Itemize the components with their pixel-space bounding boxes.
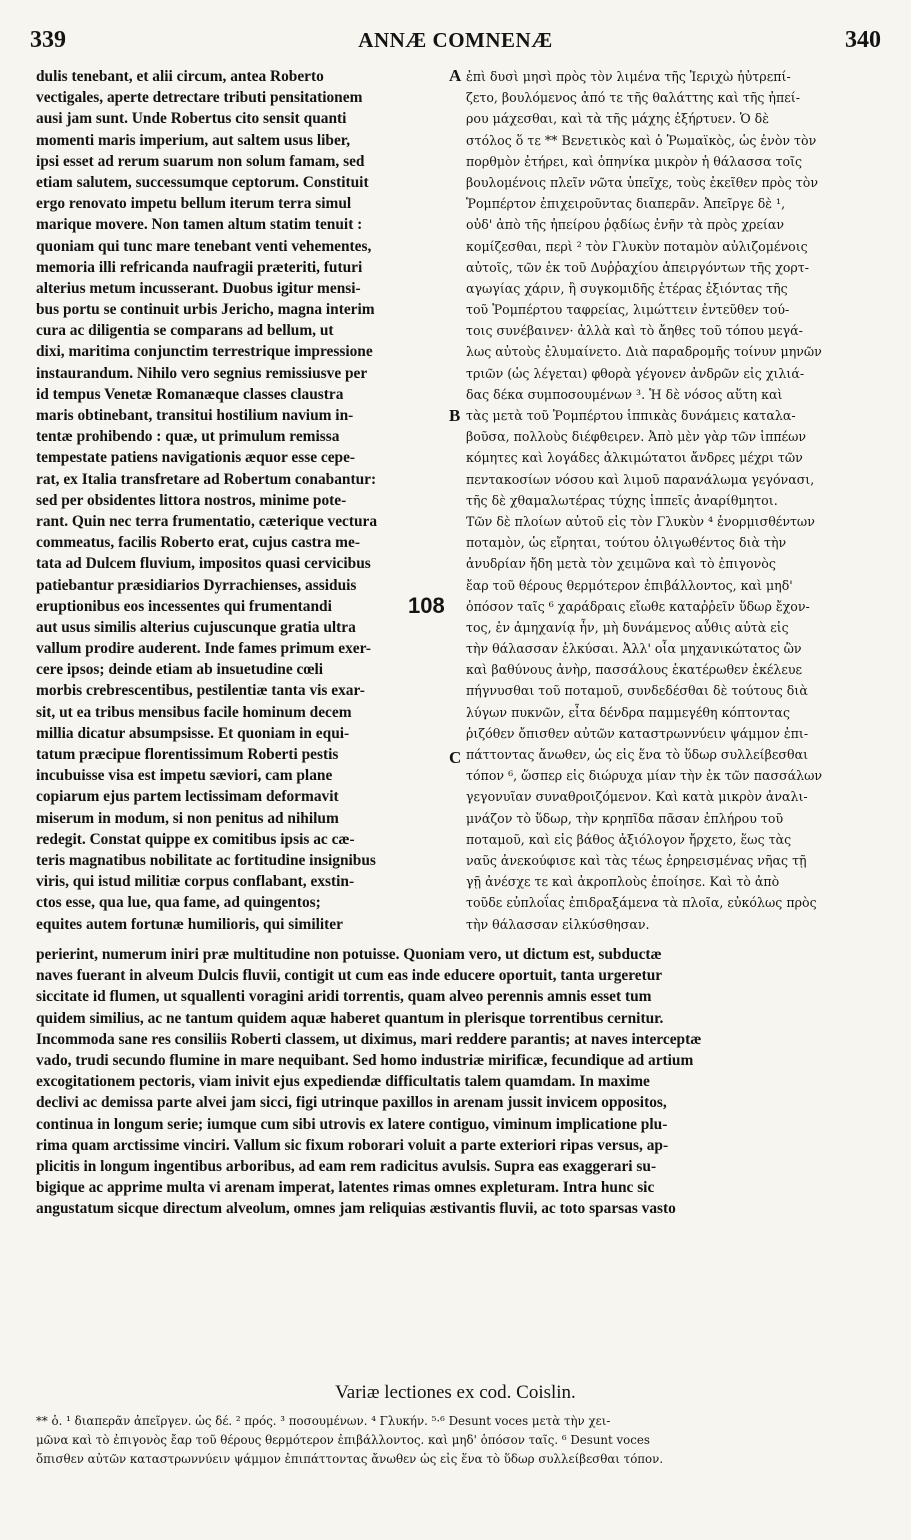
greek-line: στόλος ὅ τε ** Βενετικὸς καὶ ὁ Ῥωμαϊκὸς, ὡς ἐνὸν τὸν <box>466 132 817 148</box>
greek-line: κομίζεσθαι, περὶ ² τὸν Γλυκὺν ποταμὸν αὐλιζομένοις <box>466 238 808 254</box>
latin-line: incubuisse visa est impetu sæviori, cam plane <box>36 767 333 785</box>
greek-line: πήγνυσθαι τοῦ ποταμοῦ, συνδεδέσθαι δὲ τούτους διὰ <box>466 683 808 699</box>
latin-line: etiam salutem, successumque ceptorum. Constituit <box>36 173 369 191</box>
text-line: Incommoda sane res consiliis Roberti classem, ut diximus, mari reddere parantis; at naves interceptæ <box>36 1030 702 1048</box>
greek-line: τὴν θάλασσαν εἱλκύσθησαν. <box>466 916 650 932</box>
greek-column <box>466 66 876 935</box>
latin-line: quoniam qui tunc mare tenebant venti vehementes, <box>36 237 372 255</box>
greek-line: ἐπὶ δυσὶ μησὶ πρὸς τὸν λιμένα τῆς Ἱεριχὼ ἠὐτρεπί- <box>466 69 791 84</box>
latin-line: eruptionibus eos incessentes qui frumentandi <box>36 597 332 615</box>
greek-line: αγωγίας χάριν, ἢ συγκομιδῆς ἑτέρας ἐξιόντας τῆς <box>466 280 788 296</box>
right-page-number: 340 <box>845 26 881 53</box>
text-line: excogitationem pectoris, viam inivit ejus expediendæ difficultatis talem quamdam. In maxime <box>36 1073 650 1091</box>
greek-line: Ῥομπέρτον ἐπιχειροῦντας διαπερᾶν. Ἀπεῖργε δὲ ¹, <box>466 196 786 212</box>
latin-line: dixi, maritima conjunctim terrestrique impressione <box>36 343 373 361</box>
greek-line: τριῶν (ὡς λέγεται) φθορὰ γέγονεν ἀνδρῶν εἰς χιλιά- <box>466 365 805 381</box>
latin-line: rant. Quin nec terra frumentatio, cæterique vectura <box>36 512 378 530</box>
latin-line: commeatus, facilis Roberto erat, cujus castra me- <box>36 534 360 552</box>
text-line: bigique ac apprime multa vi arenam imperat, latentes rimas omnes expleturam. Intra hunc sic <box>36 1179 655 1197</box>
running-header <box>30 20 881 60</box>
latin-line: ctos esse, qua lue, qua fame, ad quingentos; <box>36 894 321 912</box>
text-line: declivi ac demissa parte alvei jam sicci, figi utrinque paxillos in arenam jussit invicem oppositos, <box>36 1094 667 1112</box>
latin-line: ausi jam sunt. Unde Robertus cito sensit quanti <box>36 110 347 128</box>
greek-line: τοῦδε εὐπλοΐας ἐπιδραξάμενα τὰ πλοῖα, εὐκόλως πρὸς <box>466 895 817 911</box>
text-line: plicitis in longum ingentibus arboribus, ad eam rem radicitus avulsis. Supra eas exaggerari su- <box>36 1157 657 1175</box>
greek-line: βουλομένοις πλεῖν νῶτα ὑπεῖχε, τοὺς ἐκεῖθεν πρὸς τὸν <box>466 174 819 190</box>
greek-line: λύγων πυκνῶν, εἶτα δένδρα παμμεγέθη κόπτοντας <box>466 704 790 720</box>
latin-line: redegit. Constat quippe ex comitibus ipsis ac cæ- <box>36 830 355 848</box>
text-line: rima quam arctissime vinciri. Vallum sic fixum roborari voluit a parte exteriori ripas versus, ap- <box>36 1136 669 1154</box>
greek-line: μνάζον τὸ ὕδωρ, τὴν κρηπῖδα πᾶσαν ἐπλήρου τοῦ <box>466 810 784 826</box>
greek-line: τοις συνέβαινεν· ἀλλὰ καὶ τὸ ἄηθες τοῦ τόπου μεγά- <box>466 323 803 339</box>
footnote-line: ** ὁ. ¹ διαπερᾶν ἀπεῖργεν. ὡς δέ. ² πρός. ³ ποσουμένων. ⁴ Γλυκήν. ⁵‧⁶ Desunt voces μετὰ τὴν χει- <box>36 1414 611 1428</box>
two-column-text <box>36 66 876 944</box>
margin-mark-c: C <box>449 748 462 767</box>
greek-line: κόμητες καὶ λογάδες ἀλκιμώτατοι ἄνδρες μέχρι τῶν <box>466 450 803 466</box>
latin-line: morbis crebrescentibus, pestilentiæ tanta vis exar- <box>36 682 365 700</box>
latin-line: vallum prodire auderent. Inde fames primum exer- <box>36 640 372 658</box>
greek-line: τόπον ⁶, ὥσπερ εἰς διώρυχα μίαν τὴν ἐκ τῶν πασσάλων <box>466 768 823 784</box>
text-line: perierint, numerum iniri præ multitudine non potuisse. Quoniam vero, ut dictum est, subductæ <box>36 946 662 963</box>
latin-line: vectigales, aperte detrectare tributi pensitationem <box>36 89 363 107</box>
latin-line: alterius metum incusserant. Duobus igitur mensi- <box>36 279 361 297</box>
latin-line: instaurandum. Nihilo vero segnius remissiusve per <box>36 364 368 382</box>
greek-line: τοῦ Ῥομπέρτου ταφρείας, λιμώττειν ἐντεῦθεν τού- <box>466 302 790 318</box>
latin-line: ergo renovato impetu bellum iterum terra simul <box>36 195 352 213</box>
text-line: naves fuerant in alveum Dulcis fluvii, contigit ut cum eas inde educere oportuit, tanta urgeretur <box>36 967 663 985</box>
greek-line: τῆς δὲ χθαμαλωτέρας τύχης ἱππεῖς ἀναρίθμητοι. <box>466 492 778 508</box>
latin-line: tempestate patiens navigationis æquor esse cepe- <box>36 449 356 467</box>
footnotes <box>36 1412 876 1469</box>
latin-line: sed per obsidentes littora nostros, minime pote- <box>36 491 347 509</box>
greek-line: ποταμὸν, ὡς εἴρηται, τούτου ὀλιγωθέντος διὰ τὴν <box>466 535 787 551</box>
latin-line: millia dicatur absumpsisse. Et quoniam in equi- <box>36 724 350 742</box>
greek-line: αὐτοῖς, τῶν ἐκ τοῦ Δυῤῥαχίου ἀπειργόντων τῆς χορτ- <box>466 259 810 275</box>
latin-line: teris magnatibus nobilitate ac fortitudine insignibus <box>36 851 376 869</box>
greek-line: ποταμοῦ, καὶ εἰς βάθος ἀξιόλογον ἤρχετο, ἕως τὰς <box>466 831 792 847</box>
greek-line: τὰς μετὰ τοῦ Ῥομπέρτου ἱππικὰς δυνάμεις καταλα- <box>466 408 796 423</box>
latin-line: tatum præcipue florentissimum Roberti pestis <box>36 746 339 763</box>
latin-line: viris, qui istud militiæ corpus conflabant, exstin- <box>36 873 355 891</box>
greek-line: ἀνυδρίαν ἤδη μετὰ τὸν χειμῶνα καὶ τὸ ἐπιγονὸς <box>466 556 776 572</box>
latin-line: cere ipsos; deinde etiam ab insuetudine cœli <box>36 661 324 679</box>
latin-line: rat, ex Italia transfretare ad Robertum conabantur: <box>36 470 377 488</box>
running-title: ANNÆ COMNENÆ <box>358 27 553 52</box>
footnote-line: ὄπισθεν αὐτῶν καταστρωννύειν ψάμμον ἐπιπάττοντας ἄνωθεν ὡς εἰς ἕνα τὸ ὕδωρ συλλείβεσθαι τόπον. <box>36 1452 664 1466</box>
latin-line: patiebantur præsidiarios Dyrrachienses, assiduis <box>36 576 357 594</box>
latin-line: cura ac diligentia se comparans ad bellum, ut <box>36 322 334 340</box>
latin-line: maris obtinebant, transitui hostilium navium in- <box>36 407 354 424</box>
greek-line: πεντακοσίων νόσου καὶ λιμοῦ παρανάλωμα γεγόνασι, <box>466 471 815 487</box>
variae-lectiones-heading: Variæ lectiones ex cod. Coislin. <box>335 1382 576 1403</box>
text-line: continua in longum serie; iumque cum sibi utrovis ex latere contiguo, viminum implicatione plu- <box>36 1115 668 1133</box>
greek-line: Τῶν δὲ πλοίων αὐτοῦ εἰς τὸν Γλυκὺν ⁴ ἐνορμισθέντων <box>466 513 815 529</box>
latin-column <box>36 66 448 935</box>
greek-line: τὴν θάλασσαν ἑλκύσαι. Ἀλλ' οἷα μηχανικώτατος ὢν <box>466 641 802 657</box>
greek-line: τος, ἐν ἀμηχανίᾳ ἦν, μὴ δυνάμενος αὖθις αὐτὰ εἰς <box>466 619 789 635</box>
greek-line: βοῦσα, πολλοὺς διέφθειρεν. Ἀπὸ μὲν γὰρ τῶν ἱππέων <box>466 429 807 445</box>
latin-line: momenti maris imperium, aut saltem usus liber, <box>36 131 351 149</box>
full-width-text <box>36 944 876 1219</box>
greek-line: πάττοντας ἄνωθεν, ὡς εἰς ἕνα τὸ ὕδωρ συλλείβεσθαι <box>466 747 809 762</box>
text-line: vado, trudi secundo flumine in mare nequibant. Sed homo industriæ mirificæ, fecundique ad artium <box>36 1051 694 1069</box>
greek-line: καὶ βαθύνους ἀνὴρ, πασσάλους ἑκατέρωθεν ἐκέλευε <box>466 662 803 678</box>
greek-line: ῥιζόθεν ὄπισθεν αὐτῶν καταστρωννύειν ψάμμον ἐπι- <box>466 725 809 741</box>
latin-line: id tempus Venetæ Romanæque classes claustra <box>36 385 344 403</box>
latin-line: copiarum ejus partem lectissimam deformavit <box>36 788 339 806</box>
latin-line: miserum in modum, si non penitus ad nihilum <box>36 809 339 827</box>
latin-line: memoria illi refricanda naufragii præteriti, futuri <box>36 258 363 276</box>
greek-line: οὐδ' ἀπὸ τῆς ἠπείρου ῥᾳδίως ἐνῆν τὰ πρὸς χρείαν <box>466 217 784 233</box>
latin-line: tentæ prohibendo : quæ, ut primulum remissa <box>36 428 340 446</box>
greek-line: ἔαρ τοῦ θέρους θερμότερον ἐπιβάλλοντος, καὶ μηδ' <box>466 577 793 593</box>
greek-line: γεγονυῖαν συναθροιζόμενον. Καὶ κατὰ μικρὸν ἀναλι- <box>466 789 808 805</box>
greek-line: λως αὐτοὺς ἐλυμαίνετο. Διὰ παραδρομῆς τοίνυν μηνῶν <box>466 344 822 360</box>
greek-line: δας δέκα συμποσουμένων ³. Ἡ δὲ νόσος αὕτη καὶ <box>466 386 783 402</box>
latin-line: bus portu se continuit urbis Jericho, magna interim <box>36 301 375 319</box>
latin-line: aut usus similis alterius cujuscunque gratia ultra <box>36 618 356 636</box>
greek-line: πορθμὸν ἐτήρει, καὶ ὁπηνίκα μικρὸν ἡ θάλασσα τοῖς <box>466 153 803 169</box>
latin-line: equites autem fortunæ humilioris, qui similiter <box>36 915 343 933</box>
left-page-number: 339 <box>30 26 66 53</box>
latin-line: marique movere. Non tamen altum statim tenuit : <box>36 216 363 234</box>
greek-line: γῇ ἀνέσχε τε καὶ ἀκροπλοὺς ἐποίησε. Καὶ τὸ ἀπὸ <box>466 874 780 890</box>
footnote-line: μῶνα καὶ τὸ ἐπιγονὸς ἔαρ τοῦ θέρους θερμότερον ἐπιβάλλοντος. καὶ μηδ' ὁπόσον ταῖς. ⁶ Desunt voces <box>36 1433 650 1447</box>
latin-line: ipsi esset ad rerum suarum non solum famam, sed <box>36 152 365 170</box>
greek-line: ρου μάχεσθαι, καὶ τὰ τῆς μάχης ἐξήρτυεν. Ὁ δὲ <box>466 111 770 127</box>
margin-mark-b: B <box>449 406 461 425</box>
text-line: siccitate id flumen, ut squallenti voragini aridi torrentis, quam alveo perennis amnis esset tum <box>36 988 652 1006</box>
greek-line: ναῦς ἀνεκούφισε καὶ τὰς τέως ἐρηρεισμένας νῆας τῇ <box>466 852 807 868</box>
margin-mark-a: A <box>449 66 462 85</box>
section-number: 108 <box>408 593 445 618</box>
latin-line: dulis tenebant, et alii circum, antea Roberto <box>36 68 324 85</box>
text-line: angustatum sicque directum alveolum, omnes jam reliquias æstivantis fluvii, ac toto sparsas vasto <box>36 1200 676 1218</box>
greek-line: ὁπόσον ταῖς ⁶ χαράδραις εἴωθε καταῤῥεῖν ὕδωρ ἔχον- <box>466 598 810 614</box>
text-line: quidem similius, ac ne tantum quidem aquæ haberet quantum in plerisque torrentibus cernitur. <box>36 1009 664 1027</box>
latin-line: tata ad Dulcem fluvium, impositos quasi cervicibus <box>36 555 371 573</box>
greek-line: ζετο, βουλόμενος ἀπό τε τῆς θαλάττης καὶ τῆς ἠπεί- <box>466 90 800 106</box>
latin-line: sit, ut ea tribus mensibus facile hominum decem <box>36 703 352 721</box>
